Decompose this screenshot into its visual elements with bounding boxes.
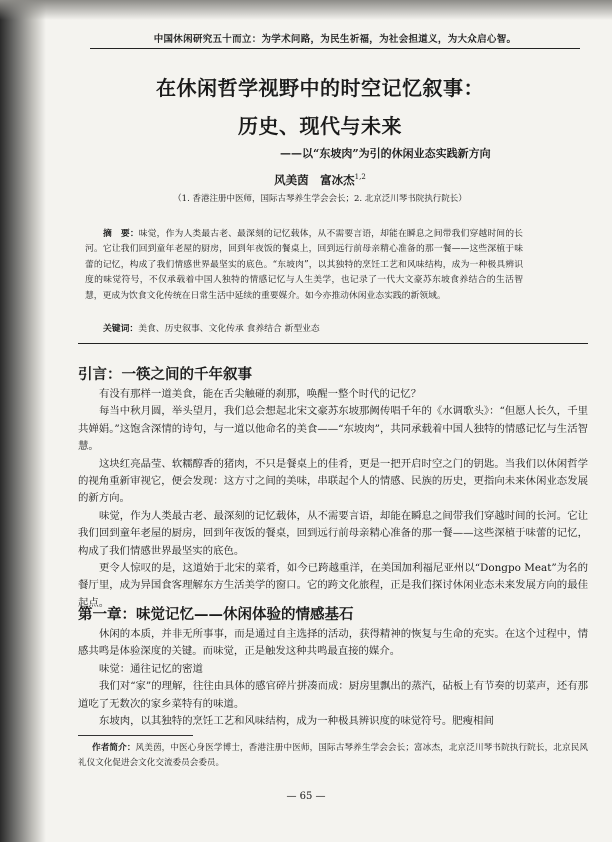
paragraph: 有没有那样一道美食，能在舌尖触碰的刹那，唤醒一整个时代的记忆？ (99, 388, 422, 400)
paragraph: 更令人惊叹的是，这道始于北宋的菜肴，如今已跨越重洋，在美国加利福尼亚州以“Dongpo Meat”为名的餐厅里，成为异国食客理解东方生活美学的窗口。它的跨文化旅程，正是我们探讨休闲业态未来发展方向的最佳起点。 (78, 562, 588, 609)
author-footnote (78, 741, 588, 771)
chapter-1-body (78, 626, 588, 730)
author-names: 风美茵 富冰杰 (274, 173, 355, 187)
scan-top-shadow (0, 0, 612, 20)
paragraph: 味觉，作为人类最古老、最深刻的记忆载体，从不需要言语，却能在瞬息之间带我们穿越时间的长河。它让我们回到童年老屋的厨房，回到年夜饭的餐桌，回到远行前母亲精心准备的那一餐——这些深植于味蕾的记忆，构成了我们情感世界最坚实的底色。 (78, 509, 588, 557)
affiliations: （1. 香港注册中医师，国际古琴养生学会会长；2. 北京泛川琴书院执行院长） (173, 194, 467, 204)
paragraph: 这块红亮晶莹、软糯醇香的猪肉，不只是餐桌上的佳肴，更是一把开启时空之门的钥匙。当我们以休闲哲学的视角重新审视它，便会发现：这方寸之间的美味，串联起个人的情感、民族的历史，更指向未来休闲业态发展的新方向。 (78, 457, 588, 505)
subheading: 味觉：通往记忆的密道 (99, 662, 203, 675)
paragraph: 每当中秋月圆，举头望月，我们总会想起北宋文豪苏东坡那阙传唱千年的《水调歌头》：“但愿人长久，千里共婵娟。”这饱含深情的诗句，与一道以他命名的美食——“东坡肉”，共同承载着中国人独特的情感记忆与生活智慧。 (78, 405, 588, 453)
header-rule (90, 48, 580, 49)
abstract-label: 摘 要： (103, 229, 139, 239)
page-number: — 65 — (286, 791, 326, 802)
title-line-2: 历史、现代与未来 (238, 114, 402, 138)
intro-heading: 引言：一筷之间的千年叙事 (78, 367, 252, 383)
abstract (85, 227, 523, 304)
intro-body (78, 386, 588, 612)
footnote-rule (78, 735, 193, 736)
footnote-label: 作者简介： (92, 743, 136, 753)
keywords-text: 美食、历史叙事、文化传承 食养结合 新型业态 (138, 324, 320, 334)
title-line-1: 在休闲哲学视野中的时空记忆叙事： (156, 76, 484, 100)
keywords (103, 321, 523, 334)
section-divider (78, 343, 588, 344)
scan-binding-shadow (0, 0, 46, 842)
footnote-text: 风美茵，中医心身医学博士，香港注册中医师，国际古琴养生学会会长；富冰杰，北京泛川琴书院执行院长，北京民风礼仪文化促进会文化交流委员会委员。 (78, 743, 588, 768)
paragraph: 东坡肉，以其独特的烹饪工艺和风味结构，成为一种极具辨识度的味觉符号。肥瘦相间 (99, 715, 494, 728)
authors (60, 172, 580, 188)
keywords-label: 关键词： (103, 324, 139, 334)
paragraph: 我们对“家”的理解，往往由具体的感官碎片拼凑而成：厨房里飘出的蒸汽，砧板上有节奏的切菜声，还有那道吃了无数次的家乡菜特有的味道。 (78, 680, 588, 710)
author-marker: 1,2 (354, 173, 366, 182)
paragraph: 休闲的本质，并非无所事事，而是通过自主选择的活动，获得精神的恢复与生命的充实。在这个过程中，情感共鸣是体验深度的关键。而味觉，正是触发这种共鸣最直接的媒介。 (78, 628, 588, 658)
subtitle: ——以“东坡肉”为引的休闲业态实践新方向 (280, 147, 491, 160)
abstract-text: 味觉，作为人类最古老、最深刻的记忆载体，从不需要言语，却能在瞬息之间带我们穿越时间的长河。它让我们回到童年老屋的厨房，回到年夜饭的餐桌上，回到远行前母亲精心准备的那一餐——这些深植于味蕾的记忆，构成了我们情感世界最坚实的底色。“东坡肉”，以其独特的烹饪工艺和风味结构，成为一种极具辨识度的味觉符号，不仅承载着中国人独特的情感记忆与人生美学，也记录了一代大文豪苏东坡食养结合的生活智慧，更成为饮食文化传统在日常生活中延续的重要媒介。如今亦推动休闲业态实践的新领域。 (85, 229, 523, 301)
running-head: 中国休闲研究五十而立：为学术问路，为民生祈福，为社会担道义，为大众启心智。 (153, 34, 517, 45)
chapter-1-heading: 第一章：味觉记忆——休闲体验的情感基石 (78, 607, 354, 623)
